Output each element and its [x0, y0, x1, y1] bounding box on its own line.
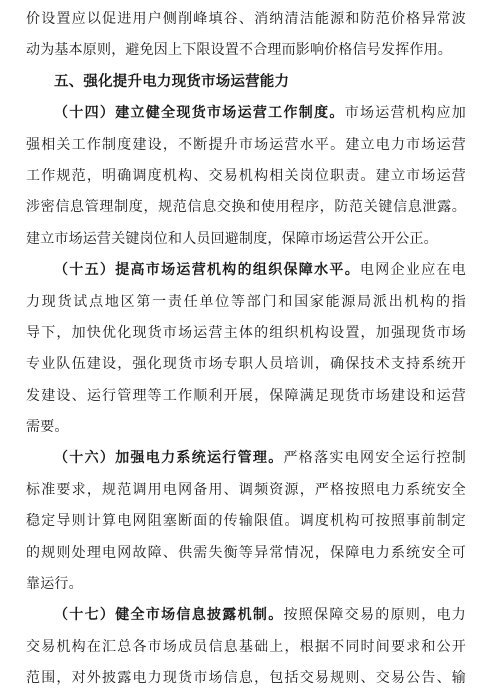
intro-line-1: 价设置应以促进用户侧削峰填谷、消纳清洁能源和防范价格异常波 — [26, 11, 466, 27]
paragraph-15-line: 专业队伍建设，强化现货市场专职人员培训，确保技术支持系统开 — [26, 356, 466, 373]
paragraph-14-title: （十四）建立健全现货市场运营工作制度。 — [54, 105, 345, 122]
paragraph-16-first-text: 严格落实电网安全运行控制 — [283, 450, 466, 467]
paragraph-16-title: （十六）加强电力系统运行管理。 — [54, 450, 284, 467]
paragraph-15-first-text: 电网企业应在电 — [360, 262, 466, 279]
intro-line-2: 动为基本原则，避免因上下限设置不合理而影响价格信号发挥作用。 — [26, 42, 452, 59]
paragraph-15-line: 需要。 — [26, 419, 69, 436]
paragraph-17-first-line — [26, 600, 466, 631]
paragraph-17-line: 范围，对外披露电力现货市场信息，包括交易规则、交易公告、输 — [26, 670, 466, 687]
paragraph-14-line: 工作规范，明确调度机构、交易机构相关岗位职责。建立市场运营 — [26, 167, 466, 184]
paragraph-14-line: 强相关工作制度建设，不断提升市场运营水平。建立电力市场运营 — [26, 136, 466, 153]
paragraph-14-first-text: 市场运营机构应加 — [344, 105, 466, 122]
paragraph-16-line: 标准要求，规范调用电网备用、调频资源，严格按照电力系统安全 — [26, 481, 466, 498]
paragraph-16-line: 的规则处理电网故障、供需失衡等异常情况，保障电力系统安全可 — [26, 544, 466, 561]
paragraph-15-line: 发建设、运行管理等工作顺利开展，保障满足现货市场建设和运营 — [26, 387, 466, 404]
paragraph-16-first-line — [26, 443, 466, 474]
paragraph-17-line: 交易机构在汇总各市场成员信息基础上，根据不同时间要求和公开 — [26, 638, 466, 655]
paragraph-14-first-line — [26, 98, 466, 129]
paragraph-15-line: 导下，加快优化现货市场运营主体的组织机构设置，加强现货市场 — [26, 324, 466, 341]
paragraph-15-first-line — [26, 255, 466, 286]
paragraph-15-line: 力现货试点地区第一责任单位等部门和国家能源局派出机构的指 — [26, 293, 466, 310]
paragraph-17-first-text: 按照保障交易的原则，电力 — [283, 607, 466, 624]
paragraph-14-line: 涉密信息管理制度，规范信息交换和使用程序，防范关键信息泄露。 — [26, 199, 466, 216]
paragraph-14-line: 建立市场运营关键岗位和人员回避制度，保障市场运营公开公正。 — [26, 230, 438, 247]
paragraph-16-line: 靠运行。 — [26, 576, 83, 593]
section-heading: 五、强化提升电力现货市场运营能力 — [54, 73, 290, 90]
document-page — [26, 4, 466, 695]
paragraph-17-title: （十七）健全市场信息披露机制。 — [54, 607, 284, 624]
paragraph-16-line: 稳定导则计算电网阻塞断面的传输限值。调度机构可按照事前制定 — [26, 513, 466, 530]
paragraph-15-title: （十五）提高市场运营机构的组织保障水平。 — [54, 262, 360, 279]
